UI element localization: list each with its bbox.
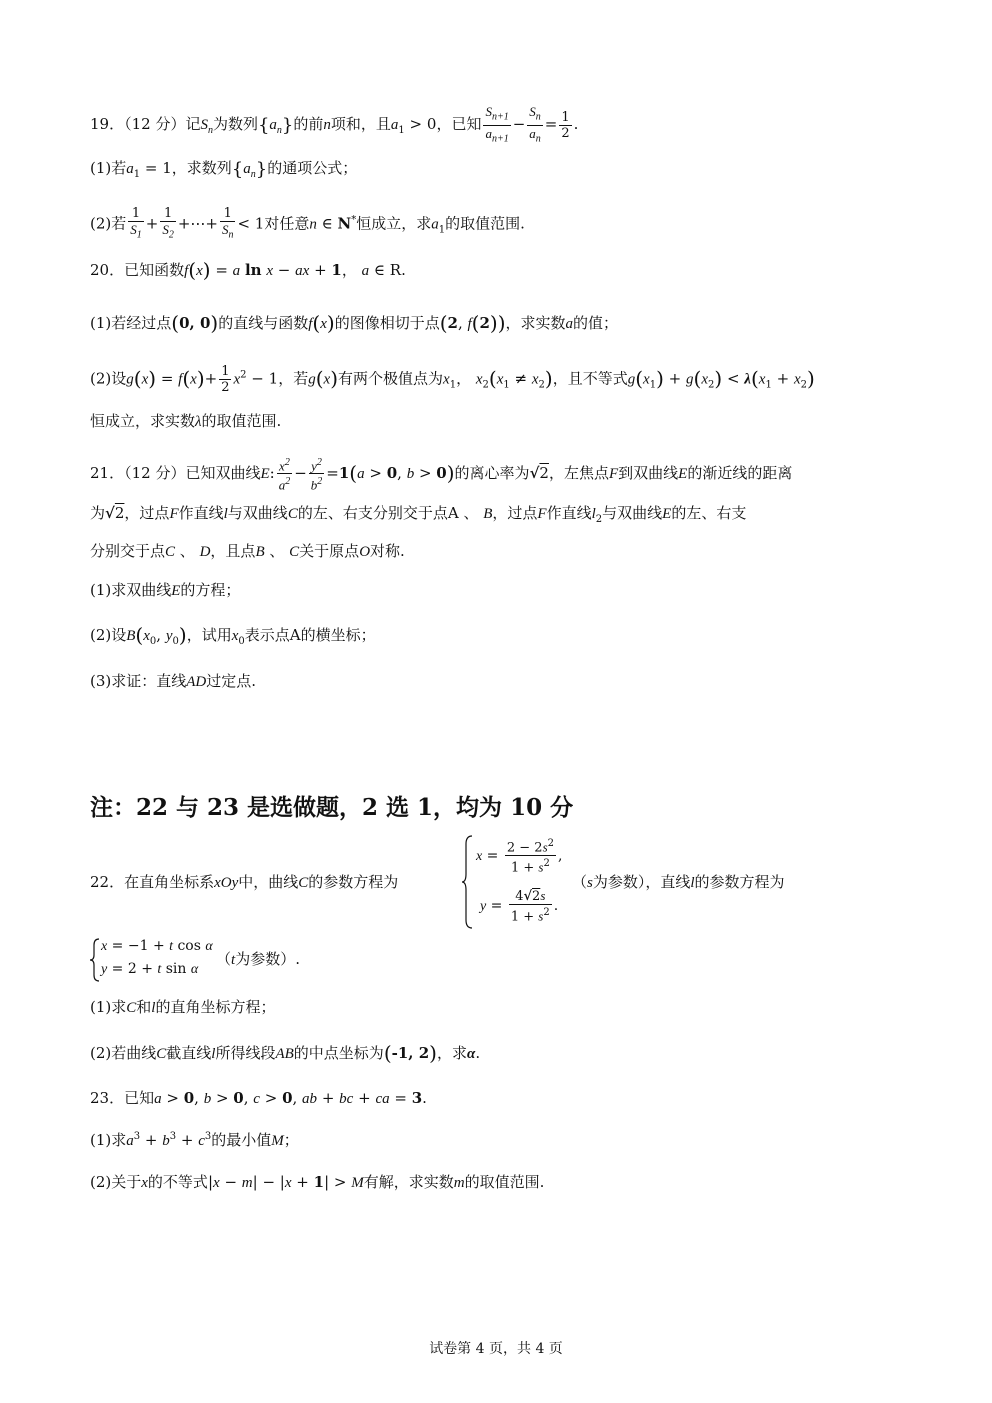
q23-part2: (2)关于x的不等式|x − m| − |x + 1| > M有解，求实数m的取值范围. [90,1173,545,1191]
q20-part2-cont: 恒成立，求实数λ的取值范围. [90,412,282,430]
optional-questions-note: 注：22 与 23 是选做题，2 选 1，均为 10 分 [90,794,574,821]
q22-stem-right: （s为参数），直线l的参数方程为 [572,873,785,891]
q21-part2: (2)设$B(x_0$, $y_0$)，试用$x_0$表示点A的横坐标； [90,623,376,647]
q23-part1: (1)求$a^3 + b^3 + c^3$的最小值M； [90,1131,299,1149]
q20-part1: (1)若经过点(0, 0)的直线与函数f(x)的图像相切于点(2, f(2))，求实数a的值； [90,311,619,335]
q21-part1: (1)求双曲线E的方程； [90,581,241,599]
q22-stem-left: 22．在直角坐标系xOy中，曲线C的参数方程为 [90,873,399,891]
q20-part2: (2)设g(x) = f(x)+ $\frac{1}{2}$ $x^2 - 1$，若g(x)有两个极值点为$x_1$， $x_2(x_1 \ne x_2)$，且不等式$g(x_1) + g(x_2) < \lambda(x_1 + x_2)$ [90,364,815,395]
q23-stem: 23．已知a > 0, b > 0, c > 0, ab + bc + ca = 3. [90,1089,427,1107]
q19-part2: (2)若 $\frac{1}{S_1}$ + $\frac{1}{S_2}$ +⋯+ $\frac{1}{S_n}$ < 1对任意n ∈ N*恒成立，求$a_1$的取值范围. [90,206,525,241]
q20-stem: 20．已知函数f(x) = a ln x − ax + 1， a ∈ R. [90,258,406,282]
q22-curve-param-system: x = $\frac{2 - 2s^2}{1 + s^2}$ , y = $\frac{4√2s}{1 + s^2}$ . [462,834,572,930]
q21-part3: (3)求证：直线AD过定点. [90,672,257,690]
q21-stem-line2: 为√2，过点F作直线l与双曲线C的左、右支分别交于点A 、 B，过点F作直线$l_2$与双曲线E的左、右支 [90,504,747,525]
q21-stem-line3: 分别交于点C 、 D，且点B 、 C关于原点O对称. [90,542,405,560]
q22-part2: (2)若曲线C截直线l所得线段AB的中点坐标为(-1, 2)，求α. [90,1041,481,1065]
q19-stem: 19．（12 分）记$S_n$为数列$\{a_n\}$的前n项和，且$a_1 > 0$，已知 $\frac{S_{n+1}}{a_{n+1}}$ − $\frac{S_n}{a_n}$ = $\frac{1}{2}$ . [90,104,579,145]
q22-part1: (1)求C和l的直角坐标方程； [90,998,276,1016]
page-footer: 试卷第 4 页，共 4 页 [429,1341,563,1357]
q19-part1: (1)若$a_1 = 1$，求数列$\{a_n\}$的通项公式； [90,159,358,180]
q22-line-param-system: x = −1 + t cos α y = 2 + t sin α （t为参数）. [90,936,330,984]
q21-stem-line1: 21．（12 分）已知双曲线E: $\frac{x^2}{a^2}$ − $\frac{y^2}{b^2}$ =1(a > 0, b > 0)的离心率为√2，左焦点F到双曲线E的渐近线的距离 [90,457,793,493]
